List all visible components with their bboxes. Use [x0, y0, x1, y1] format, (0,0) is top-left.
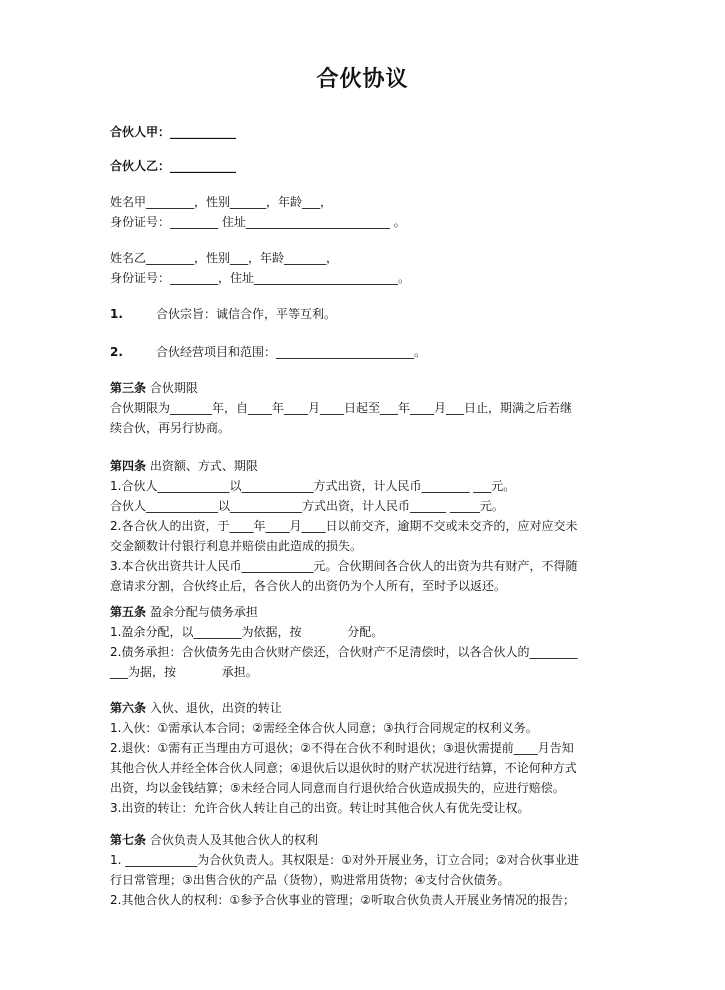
document-line — [110, 624, 620, 640]
document-line — [110, 420, 620, 436]
section-heading: 盈余分配与债务承担 — [146, 605, 258, 619]
document-line — [110, 158, 620, 174]
document-line — [110, 832, 620, 848]
paragraph-text: 1.盈余分配，以________为依据，按 分配。 — [110, 625, 384, 639]
paragraph-text: 行日常管理；③出售合伙的产品（货物），购进常用货物；④支付合伙债务。 — [110, 873, 510, 887]
paragraph-text: 2.退伙：①需有正当理由方可退伙；②不得在合伙不利时退伙；③退伙需提前____月告知 — [110, 741, 574, 755]
document-line — [110, 872, 620, 888]
paragraph-text: 续合伙，再另行协商。 — [110, 421, 231, 435]
document-line — [110, 644, 620, 660]
paragraph-text: 合伙期限为_______年，自____年____月____日起至___年____月___日止，期满之后若继 — [110, 401, 573, 415]
document-line — [110, 478, 620, 494]
document-line — [110, 780, 620, 796]
paragraph-text: 2.其他合伙人的权利：①参予合伙事业的管理；②听取合伙负责人开展业务情况的报告； — [110, 893, 575, 907]
section-label: 第四条 — [110, 459, 147, 473]
document-line — [110, 380, 620, 396]
document-line — [110, 720, 620, 736]
document-line — [110, 270, 620, 286]
document-line — [110, 578, 620, 594]
field-label: 合伙人乙：___________ — [110, 159, 237, 173]
field-label: 合伙人甲：___________ — [110, 125, 237, 139]
document-line — [110, 306, 620, 322]
paragraph-text: 交金额数计付银行利息并赔偿由此造成的损失。 — [110, 539, 363, 553]
paragraph-text: 2.各合伙人的出资，于____年____月____日以前交齐，逾期不交或未交齐的，应对应交未 — [110, 519, 578, 533]
paragraph-text: ___为据，按 承担。 — [110, 665, 258, 679]
paragraph-text: 1. ____________为合伙负责人。其权限是：①对外开展业务，订立合同；②对合伙事业进 — [110, 853, 579, 867]
section-heading: 入伙、退伙，出资的转让 — [146, 701, 282, 715]
paragraph-text: 姓名甲________，性别______，年龄___， — [110, 195, 333, 209]
document-line — [110, 892, 620, 908]
clause-text: 合伙经营项目和范围：_______________________。 — [156, 345, 427, 359]
document-line — [110, 700, 620, 716]
section-heading: 合伙期限 — [146, 381, 198, 395]
document-line — [110, 558, 620, 574]
document-line — [110, 250, 620, 266]
section-label: 第七条 — [110, 833, 147, 847]
document-line — [110, 604, 620, 620]
paragraph-text: 姓名乙________，性别___，年龄_______， — [110, 251, 339, 265]
paragraph-text: 1.入伙：①需承认本合同；②需经全体合伙人同意；③执行合同规定的权利义务。 — [110, 721, 538, 735]
paragraph-text: 身份证号：________，住址________________________。 — [110, 271, 411, 285]
paragraph-text: 身份证号：________ 住址________________________ 。 — [110, 215, 406, 229]
document-title: 合伙协议 — [316, 66, 409, 92]
document-line — [110, 194, 620, 210]
document-line — [110, 760, 620, 776]
paragraph-text: 3.出资的转让：允许合伙人转让自己的出资。转让时其他合伙人有优先受让权。 — [110, 801, 530, 815]
document-line — [110, 400, 620, 416]
document-line — [110, 498, 620, 514]
paragraph-text: 合伙人____________以____________方式出资，计人民币______ _____元。 — [110, 499, 504, 513]
document-line — [110, 664, 620, 680]
document-line — [110, 214, 620, 230]
section-heading: 合伙负责人及其他合伙人的权利 — [146, 833, 318, 847]
section-label: 第五条 — [110, 605, 147, 619]
section-heading: 出资额、方式、期限 — [146, 459, 258, 473]
paragraph-text: 2.债务承担：合伙债务先由合伙财产偿还，合伙财产不足清偿时，以各合伙人的________ — [110, 645, 578, 659]
paragraph-text: 出资，均以金钱结算；⑤未经合同人同意而自行退伙给合伙造成损失的，应进行赔偿。 — [110, 781, 565, 795]
document-line — [110, 538, 620, 554]
paragraph-text: 意请求分割，合伙终止后，各合伙人的出资仍为个人所有，至时予以返还。 — [110, 579, 507, 593]
clause-text: 合伙宗旨：诚信合作，平等互利。 — [156, 307, 337, 321]
document-line — [110, 852, 620, 868]
clause-number: 2. — [110, 345, 123, 359]
clause-number: 1. — [110, 307, 123, 321]
paragraph-text: 其他合伙人并经全体合伙人同意；④退伙后以退伙时的财产状况进行结算，不论何种方式 — [110, 761, 577, 775]
paragraph-text: 3.本合伙出资共计人民币____________元。合伙期间各合伙人的出资为共有财产，不得随 — [110, 559, 578, 573]
document-line — [110, 518, 620, 534]
document-line — [110, 800, 620, 816]
section-label: 第三条 — [110, 381, 147, 395]
section-label: 第六条 — [110, 701, 147, 715]
document-line — [110, 740, 620, 756]
document-line — [110, 458, 620, 474]
document-line — [110, 124, 620, 140]
document-line — [110, 344, 620, 360]
paragraph-text: 1.合伙人____________以____________方式出资，计人民币________ ___元。 — [110, 479, 516, 493]
